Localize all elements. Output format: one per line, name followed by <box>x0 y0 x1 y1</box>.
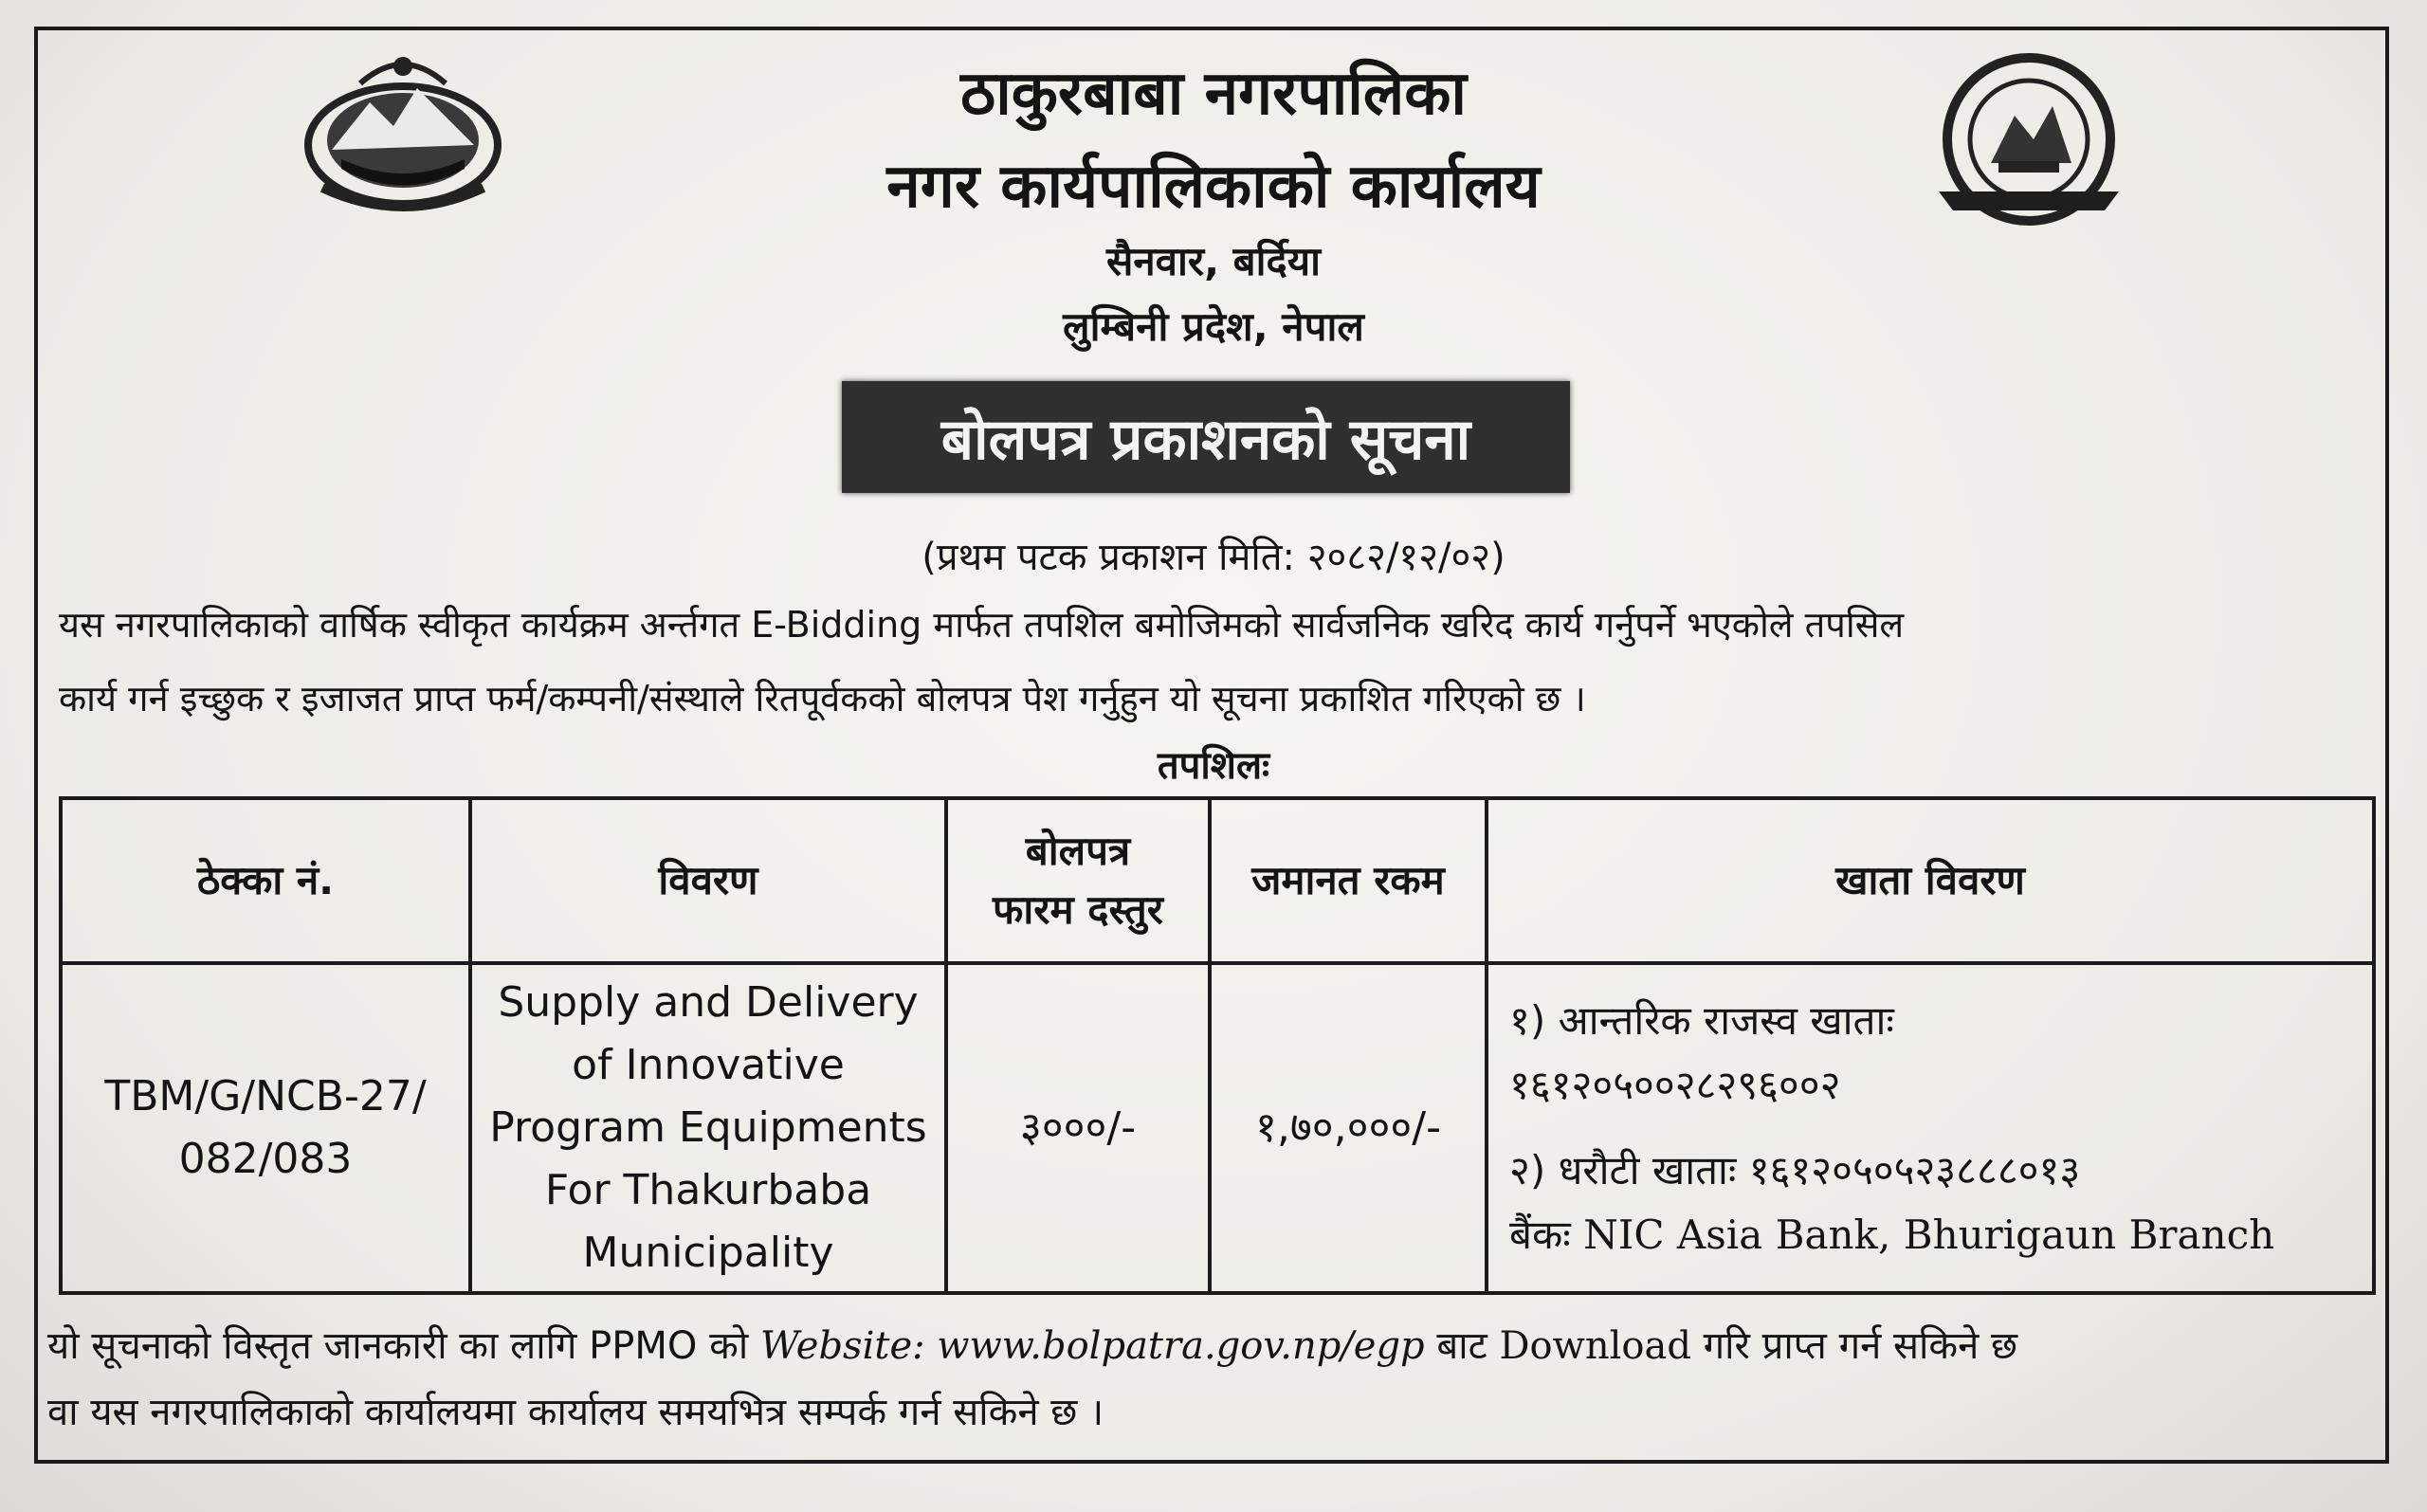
account-2: २) धरौटी खाताः १६१२०५०५२३८८८०१३ <box>1509 1147 2081 1193</box>
publication-date: (प्रथम पटक प्रकाशन मिति: २०८२/१२/०२) <box>922 536 1505 579</box>
office-name: नगर कार्यपालिकाको कार्यालय <box>886 152 1541 222</box>
municipality-name: ठाकुरबाबा नगरपालिका <box>960 59 1467 129</box>
description-line-1: Supply and Delivery <box>498 978 919 1027</box>
cell-contract-no <box>61 963 470 1293</box>
intro-line-1: यस नगरपालिकाको वार्षिक स्वीकृत कार्यक्रम अर्न्तगत E-Bidding मार्फत तपशिल बमोजिमको सार्वजनिक खरिद कार्य गर्नुपर्ने भएकोले तपसिल <box>59 604 1905 646</box>
description-line-2: of Innovative <box>572 1041 845 1089</box>
office-province: लुम्बिनी प्रदेश, नेपाल <box>1063 303 1364 350</box>
description-line-5: Municipality <box>582 1229 834 1277</box>
description-line-3: Program Equipments <box>489 1103 927 1152</box>
footer-line-1 <box>47 1318 2380 1370</box>
table-header-row <box>61 798 2374 963</box>
header-form-fee-line-1: बोलपत्र <box>1025 828 1131 874</box>
tender-table <box>59 796 2376 1295</box>
cell-security: १,७०,०००/- <box>1210 963 1487 1293</box>
description-line-4: For Thakurbaba <box>544 1166 872 1214</box>
footer-text-a: यो सूचनाको विस्तृत जानकारी का लागि PPMO को <box>47 1324 749 1368</box>
website-link[interactable]: Website: www.bolpatra.gov.np/egp <box>759 1324 1425 1368</box>
account-1-label: १) आन्तरिक राजस्व खाताः <box>1509 997 1894 1044</box>
intro-line-2: कार्य गर्न इच्छुक र इजाजत प्राप्त फर्म/कम्पनी/संस्थाले रितपूर्वकको बोलपत्र पेश गर्नुहुन यो सूचना प्रकाशित गरिएको छ । <box>59 678 1586 720</box>
notice-title: बोलपत्र प्रकाशनको सूचना <box>842 381 1570 493</box>
schedule-label: तपशिलः <box>1157 744 1270 788</box>
footer-text-b: बाट Download गरि प्राप्त गर्न सकिने छ <box>1436 1324 2018 1368</box>
header-contract-no: ठेक्का नं. <box>61 798 470 963</box>
contract-no-line-2: 082/083 <box>178 1135 353 1183</box>
header-security: जमानत रकम <box>1210 798 1487 963</box>
footer-line-2: वा यस नगरपालिकाको कार्यालयमा कार्यालय समयभित्र सम्पर्क गर्न सकिने छ । <box>47 1391 1104 1434</box>
header-account: खाता विवरण <box>1487 798 2374 963</box>
office-location: सैनवार, बर्दिया <box>1105 238 1322 284</box>
table-row <box>61 963 2374 1293</box>
header-form-fee-line-2: फारम दस्तुर <box>993 886 1163 933</box>
cell-description <box>470 963 946 1293</box>
cell-form-fee: ३०००/- <box>946 963 1210 1293</box>
cell-account <box>1487 963 2374 1293</box>
bank-name: बैंकः NIC Asia Bank, Bhurigaun Branch <box>1509 1211 2275 1258</box>
header-form-fee <box>946 798 1210 963</box>
account-1-number: १६१२०५००२८२९६००२ <box>1509 1062 1841 1108</box>
header-description: विवरण <box>470 798 946 963</box>
contract-no-line-1: TBM/G/NCB-27/ <box>104 1072 427 1120</box>
